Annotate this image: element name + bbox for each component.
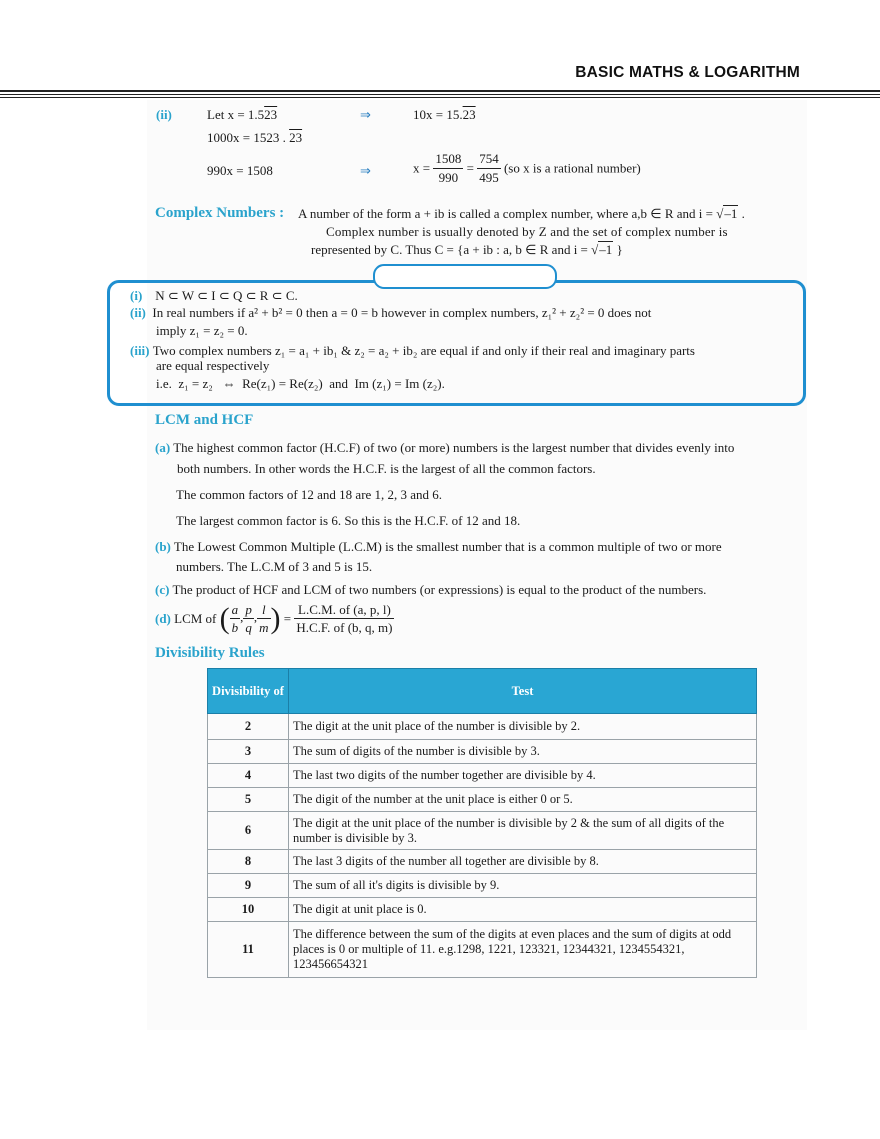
lcm-item-c: (c) The product of HCF and LCM of two numbers (or expressions) is equal to the product of the numbers. <box>155 582 707 597</box>
table-row <box>208 740 757 764</box>
note-item-iii: (iii) Two complex numbers z₁ = a₁ + ib₁ & z₂ = a₂ + ib₂ are equal if and only if their real and imaginary parts <box>130 343 695 358</box>
note-item-iii-equation: i.e. z₁ = z₂ ⇔ Re(z₁) = Re(z₂) and Im (z₁) = Im (z₂). <box>156 376 445 391</box>
table-header-divisibility: Divisibility of <box>208 669 289 714</box>
table-row <box>208 850 757 874</box>
divisor-cell: 8 <box>208 850 289 874</box>
complex-line1: A number of the form a + ib is called a complex number, where a,b ∈ R and i = √–1 . <box>298 206 745 221</box>
header-rule <box>0 90 880 92</box>
table-header-test: Test <box>289 669 757 714</box>
note-item-iii-cont: are equal respectively <box>156 358 270 373</box>
test-cell: The digit at the unit place of the number is divisible by 2. <box>289 714 757 740</box>
test-cell: The sum of all it's digits is divisible by 9. <box>289 874 757 898</box>
divisor-cell: 3 <box>208 740 289 764</box>
table-row <box>208 874 757 898</box>
lcm-item-a-cont: both numbers. In other words the H.C.F. is the largest of all the common factors. <box>177 461 596 476</box>
page-header-title: BASIC MATHS & LOGARITHM <box>575 64 800 81</box>
test-cell: The last two digits of the number together are divisible by 4. <box>289 764 757 788</box>
example-line2: 1000x = 1523 . 23 <box>207 130 303 145</box>
note-item-ii-cont: imply z₁ = z₂ = 0. <box>156 323 248 338</box>
header-rule <box>0 94 880 95</box>
table-row <box>208 764 757 788</box>
divisor-cell: 11 <box>208 922 289 978</box>
divisor-cell: 4 <box>208 764 289 788</box>
table-row <box>208 922 757 978</box>
note-box-tab <box>373 264 557 289</box>
complex-numbers-title: Complex Numbers : <box>155 205 285 221</box>
divisibility-table <box>207 668 757 978</box>
lcm-item-b-cont: numbers. The L.C.M of 3 and 5 is 15. <box>176 559 373 574</box>
table-row <box>208 812 757 850</box>
lcm-item-a-example2: The largest common factor is 6. So this is the H.C.F. of 12 and 18. <box>176 513 521 528</box>
lcm-item-b: (b) The Lowest Common Multiple (L.C.M) is the smallest number that is a common multiple of two or more <box>155 539 722 554</box>
test-cell: The digit of the number at the unit place is either 0 or 5. <box>289 788 757 812</box>
example-line1-left: Let x = 1.523 <box>207 107 278 122</box>
test-cell: The digit at unit place is 0. <box>289 898 757 922</box>
example-line1-right: 10x = 15.23 <box>413 107 476 122</box>
lcm-item-a: (a) The highest common factor (H.C.F) of two (or more) numbers is the largest number that divides evenly into <box>155 440 735 455</box>
lcm-hcf-title: LCM and HCF <box>155 412 254 428</box>
divisor-cell: 9 <box>208 874 289 898</box>
note-item-ii: (ii) In real numbers if a² + b² = 0 then a = 0 = b however in complex numbers, z₁² + z₂² = 0 does not <box>130 305 652 320</box>
lcm-item-a-example1: The common factors of 12 and 18 are 1, 2, 3 and 6. <box>176 487 443 502</box>
test-cell: The difference between the sum of the digits at even places and the sum of digits at odd places is 0 or multiple of 11. e.g.1298, 1221, 123321, 12344321, 1234554321, 123456654321 <box>289 922 757 978</box>
table-row <box>208 898 757 922</box>
header-rule <box>0 97 880 98</box>
divisibility-title: Divisibility Rules <box>155 645 265 661</box>
divisor-cell: 10 <box>208 898 289 922</box>
test-cell: The digit at the unit place of the number is divisible by 2 & the sum of all digits of the number is divisible by 3. <box>289 812 757 850</box>
table-row <box>208 788 757 812</box>
complex-line3: represented by C. Thus C = {a + ib : a, b ∈ R and i = √–1 } <box>311 242 623 257</box>
lcm-item-d: (d) LCM of ( $\frac{a}{b}$ , $\frac{p}{q}$ , $\frac{l}{m}$ ) = $\frac{L.C.M. of (a, p, l)}{H.C.F. of (b, q, m)}$ <box>155 602 393 635</box>
divisor-cell: 5 <box>208 788 289 812</box>
example-line3-left: 990x = 1508 <box>207 163 273 178</box>
test-cell: The sum of digits of the number is divisible by 3. <box>289 740 757 764</box>
divisor-cell: 2 <box>208 714 289 740</box>
divisor-cell: 6 <box>208 812 289 850</box>
test-cell: The last 3 digits of the number all together are divisible by 8. <box>289 850 757 874</box>
note-item-i: (i) N ⊂ W ⊂ I ⊂ Q ⊂ R ⊂ C. <box>130 288 298 303</box>
implies-arrow: ⇒ <box>360 107 371 122</box>
complex-line2: Complex number is usually denoted by Z and the set of complex number is <box>326 224 728 239</box>
example-fraction-result: x = $\frac{1508}{990}$ = $\frac{754}{495}$ (so x is a rational number) <box>413 151 641 185</box>
table-row <box>208 714 757 740</box>
implies-arrow: ⇒ <box>360 163 371 178</box>
example-label: (ii) <box>156 107 172 122</box>
